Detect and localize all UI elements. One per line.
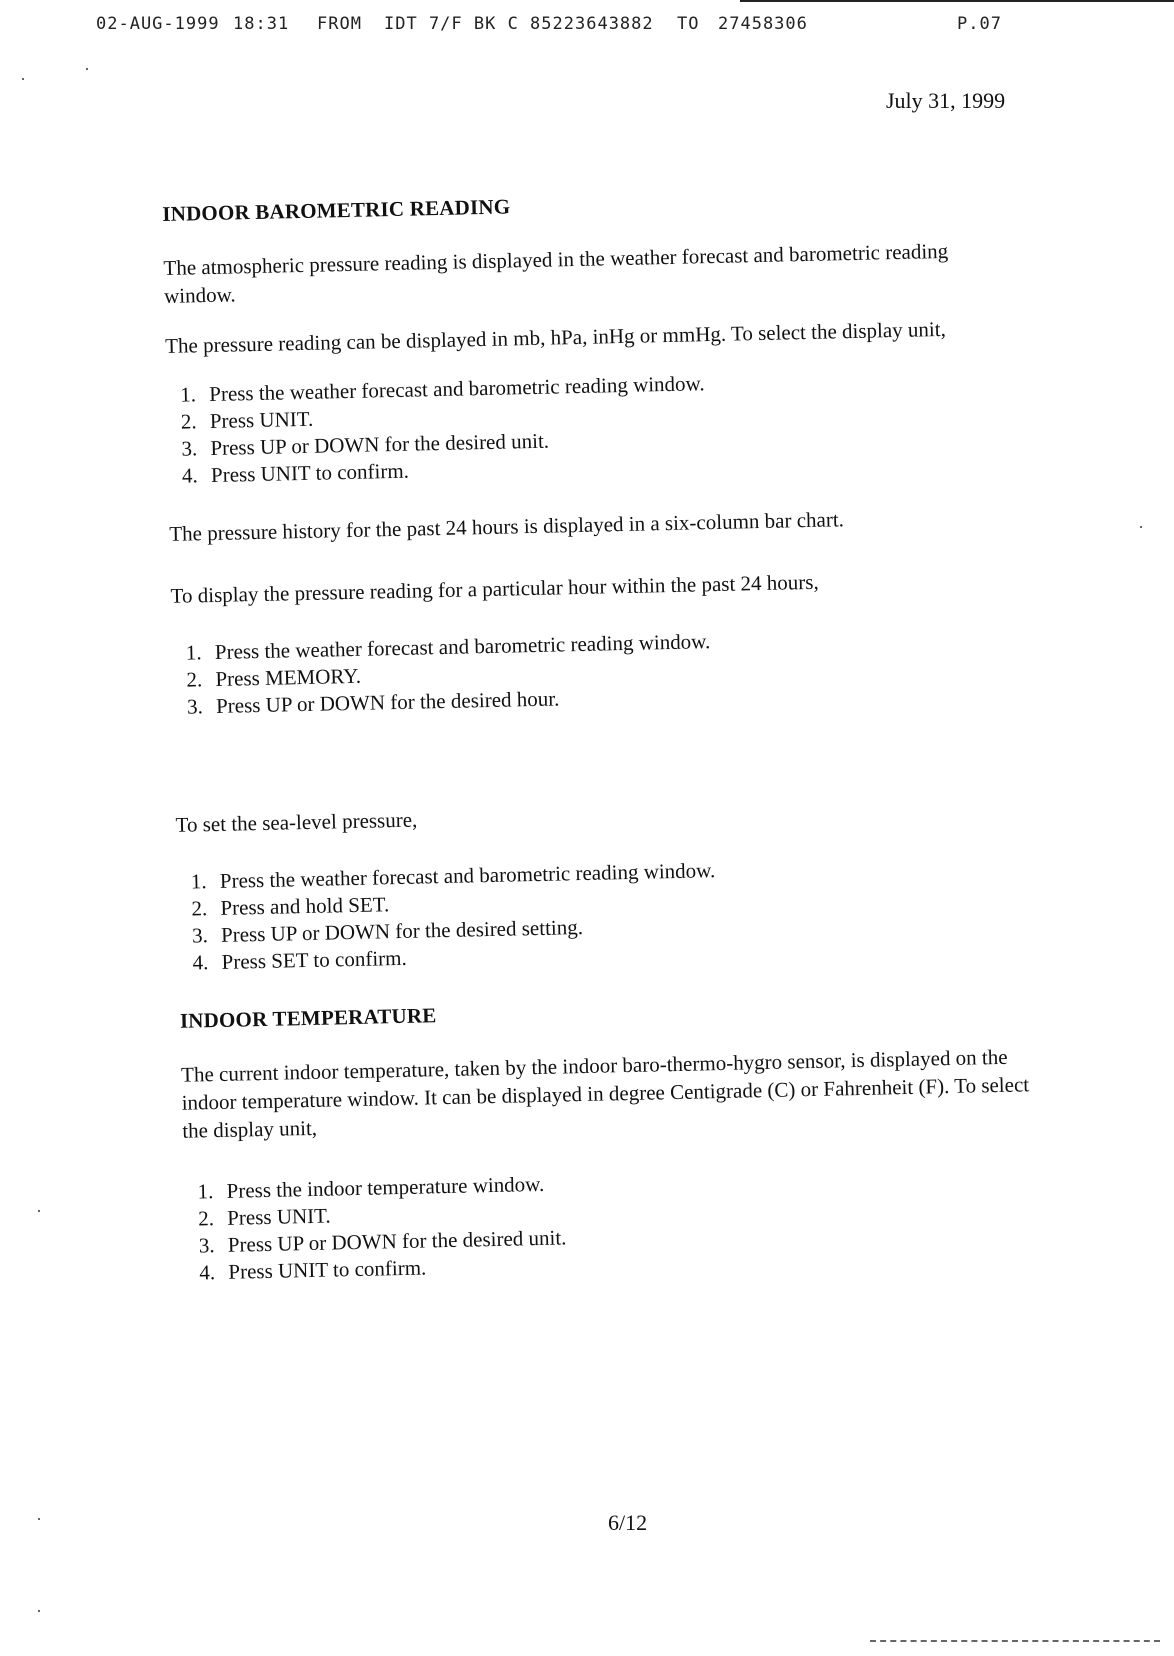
temperature-steps-list [183, 1160, 1035, 1287]
list-item: 4. Press UNIT to confirm. [220, 1241, 1035, 1286]
fax-top-rule [740, 0, 1174, 2]
temperature-intro: The current indoor temperature, taken by the indoor baro-thermo-hygro sensor, is displayed on the indoor temperature window. It can be displayed in degree Centigrade (C) or Fahrenheit (F). To select the display unit, [180, 1044, 1030, 1143]
fax-to-label: TO [677, 14, 700, 34]
document-body [162, 181, 1036, 1316]
scan-speck [38, 1210, 40, 1212]
history-intro: To display the pressure reading for a particular hour within the past 24 hours, [170, 569, 819, 608]
list-item: 4. Press SET to confirm. [213, 931, 1028, 976]
document-date: July 31, 1999 [886, 88, 1006, 113]
list-item: 2. Press UNIT. [219, 1187, 1034, 1232]
fax-from-label: FROM [317, 14, 362, 34]
sealevel-intro: To set the sea-level pressure, [175, 807, 418, 837]
fax-to-value: 27458306 [718, 14, 808, 34]
list-item: 3. Press UP or DOWN for the desired hour. [208, 675, 1023, 720]
barometric-intro-1: The atmospheric pressure reading is displayed in the weather forecast and barometric reading window. [163, 238, 949, 308]
history-steps-list [172, 621, 1024, 721]
page-number: 6/12 [608, 1510, 648, 1535]
history-text: The pressure history for the past 24 hours is displayed in a six-column bar chart. [169, 507, 845, 546]
list-item: 2. Press and hold SET. [212, 877, 1027, 922]
scan-speck [1140, 526, 1142, 528]
sealevel-steps-list [177, 850, 1029, 977]
fax-date: 02-AUG-1999 [96, 14, 220, 34]
barometric-heading: INDOOR BAROMETRIC READING [162, 194, 511, 226]
list-item: 1. Press the weather forecast and barometric reading window. [201, 363, 1016, 408]
scan-speck [86, 68, 88, 70]
fax-from-value: IDT 7/F BK C 85223643882 [384, 14, 654, 34]
list-item: 3. Press UP or DOWN for the desired unit. [202, 417, 1017, 462]
scan-speck [22, 78, 24, 80]
list-item: 1. Press the weather forecast and barometric reading window. [207, 621, 1022, 666]
list-item: 2. Press MEMORY. [207, 648, 1022, 693]
fax-header [0, 8, 1174, 48]
fax-page: P.07 [957, 14, 1002, 34]
list-item: 4. Press UNIT to confirm. [203, 444, 1018, 489]
list-item: 2. Press UNIT. [202, 390, 1017, 435]
fax-time: 18:31 [233, 14, 290, 34]
scan-speck [38, 1518, 40, 1520]
list-item: 1. Press the weather forecast and barometric reading window. [212, 850, 1027, 895]
temperature-heading: INDOOR TEMPERATURE [179, 1003, 437, 1033]
scan-speck [38, 1610, 40, 1612]
scan-noise [870, 1640, 1160, 1645]
unit-steps-list [166, 363, 1018, 490]
barometric-intro-2: The pressure reading can be displayed in mb, hPa, inHg or mmHg. To select the display unit, [164, 316, 947, 358]
list-item: 1. Press the indoor temperature window. [218, 1160, 1033, 1205]
list-item: 3. Press UP or DOWN for the desired setting. [213, 904, 1028, 949]
list-item: 3. Press UP or DOWN for the desired unit. [220, 1214, 1035, 1259]
